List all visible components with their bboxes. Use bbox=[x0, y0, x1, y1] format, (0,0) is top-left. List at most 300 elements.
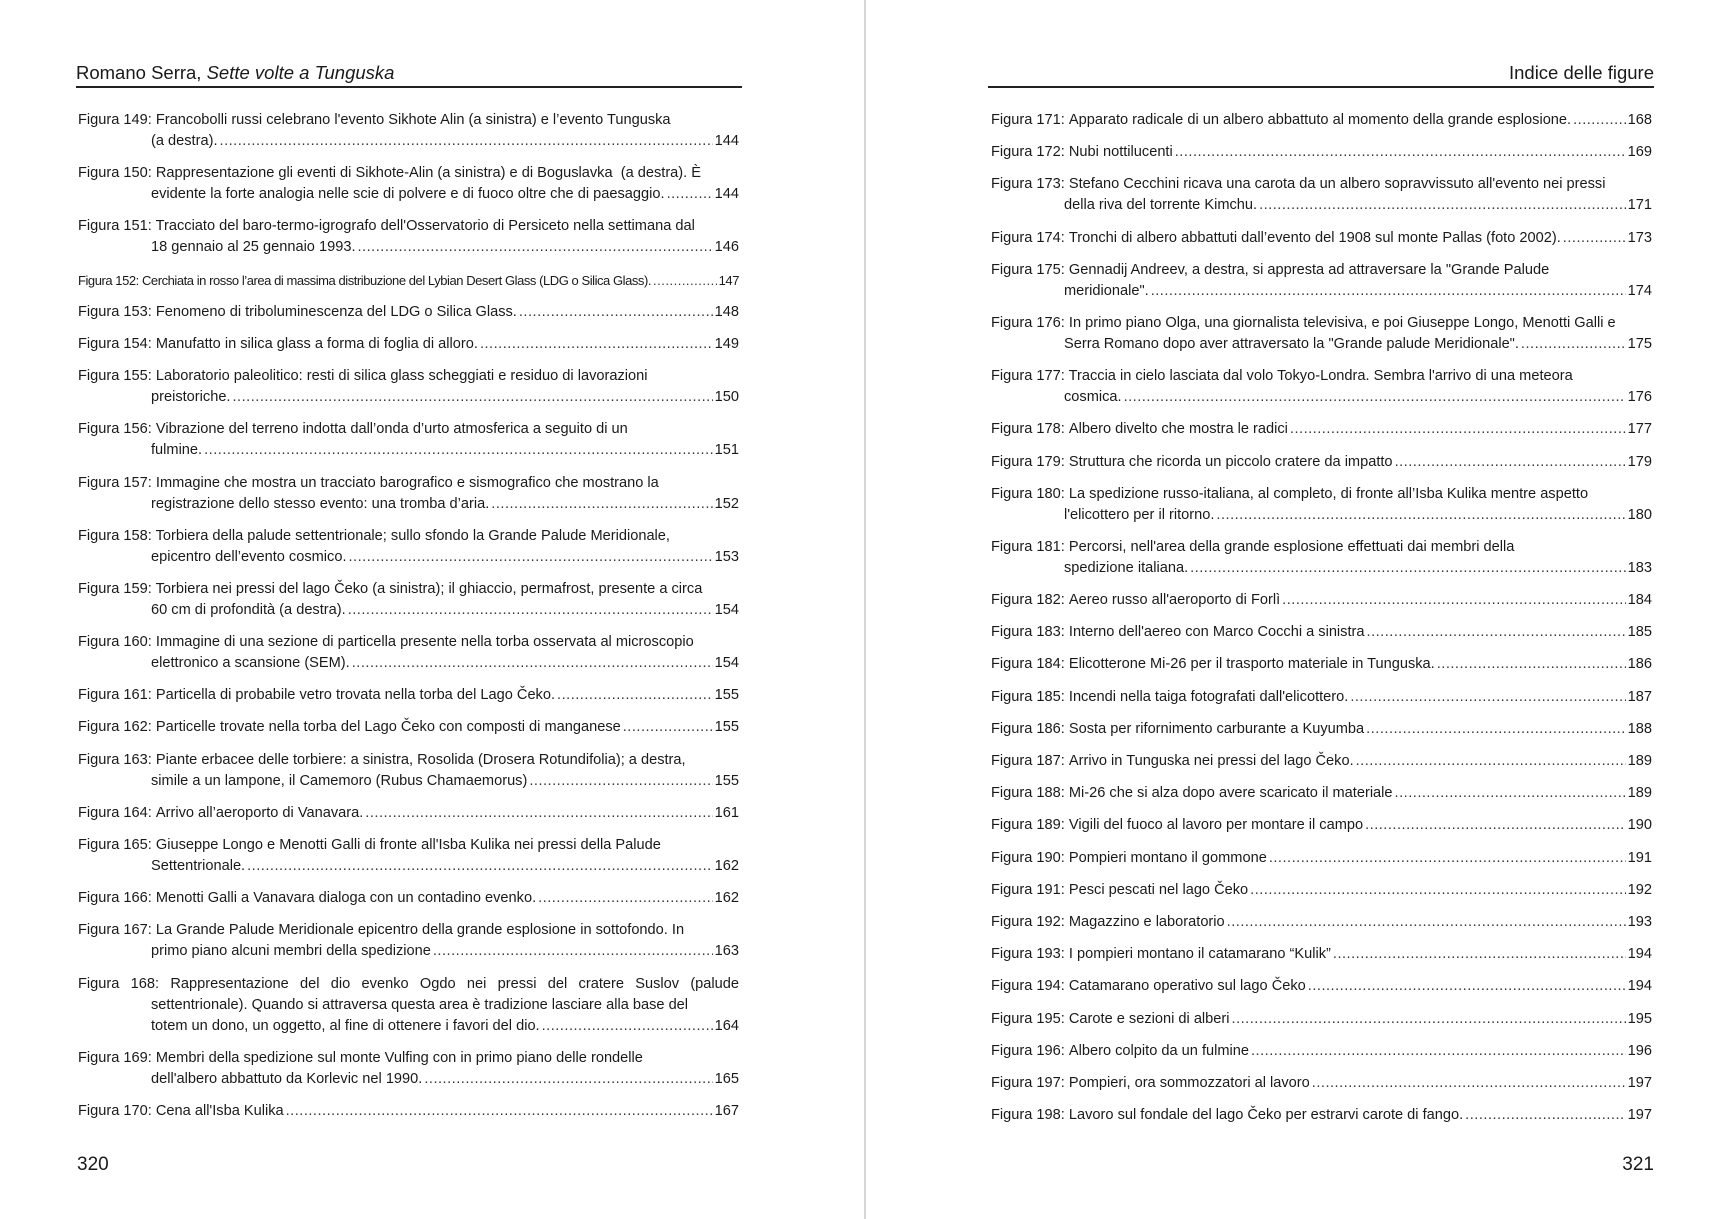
figure-label: Figura 158: bbox=[78, 527, 152, 544]
figure-label: Figura 184: bbox=[991, 656, 1065, 673]
figure-label: Figura 163: bbox=[78, 751, 152, 768]
dot-leader bbox=[204, 440, 713, 461]
figure-label: Figura 160: bbox=[78, 634, 152, 651]
dot-leader bbox=[433, 941, 713, 962]
figure-page-number: 184 bbox=[1627, 592, 1652, 609]
dot-leader bbox=[557, 685, 713, 706]
dot-leader bbox=[286, 1101, 713, 1122]
figure-page-number: 154 bbox=[714, 601, 739, 618]
figure-label: Figura 149: bbox=[78, 112, 152, 128]
dot-leader bbox=[480, 334, 713, 355]
figure-label: Figura 183: bbox=[991, 624, 1065, 641]
dot-leader bbox=[542, 1016, 713, 1037]
figure-label: Figura 197: bbox=[991, 1074, 1065, 1091]
figure-entry bbox=[991, 719, 1652, 740]
figure-caption-text: Laboratorio paleolitico: resti di silica glass scheggiati e residuo di lavorazioni bbox=[155, 368, 648, 385]
figure-page-number: 186 bbox=[1627, 656, 1652, 673]
dot-leader bbox=[1350, 687, 1625, 708]
figure-caption-text: Catamarano operativo sul lago Čeko bbox=[1068, 978, 1306, 995]
figure-caption-line bbox=[991, 719, 1652, 740]
figure-caption-line bbox=[991, 419, 1652, 440]
figure-label: Figura 156: bbox=[78, 421, 152, 438]
figure-caption-last-line bbox=[151, 856, 739, 877]
dot-leader bbox=[1175, 142, 1626, 163]
figure-caption-last-line bbox=[151, 131, 739, 152]
dot-leader bbox=[233, 387, 713, 408]
figure-caption-text: Sosta per rifornimento carburante a Kuyumba bbox=[1068, 720, 1365, 737]
figure-label: Figura 164: bbox=[78, 804, 152, 821]
figure-caption-line bbox=[991, 751, 1652, 772]
figure-page-number: 197 bbox=[1627, 1107, 1652, 1124]
figure-caption-text: cosmica. bbox=[1064, 389, 1122, 406]
figure-entry bbox=[991, 622, 1652, 643]
figure-entry bbox=[991, 452, 1652, 473]
dot-leader bbox=[365, 803, 712, 824]
page-number-right: 321 bbox=[1622, 1154, 1654, 1175]
figure-caption-text: Pesci pescati nel lago Čeko bbox=[1068, 881, 1249, 898]
figure-caption-text: Membri della spedizione sul monte Vulfing con in primo piano delle rondelle bbox=[155, 1049, 643, 1066]
header-section-title: Indice delle figure bbox=[1508, 62, 1654, 83]
figure-page-number: 176 bbox=[1627, 389, 1652, 406]
figure-caption-text: Gennadij Andreev, a destra, si appresta ad attraversare la "Grande Palude bbox=[1068, 261, 1550, 278]
figure-page-number: 180 bbox=[1627, 506, 1652, 523]
figure-label: Figura 187: bbox=[991, 753, 1065, 769]
figure-caption-text: Pompieri, ora sommozzatori al lavoro bbox=[1068, 1074, 1310, 1091]
figure-caption-line bbox=[991, 1073, 1652, 1094]
figure-label: Figura 162: bbox=[78, 719, 152, 736]
figure-label: Figura 196: bbox=[991, 1042, 1065, 1059]
figure-caption-text: Particelle trovate nella torba del Lago Čeko con composti di manganese bbox=[155, 719, 621, 736]
figure-caption-line bbox=[991, 110, 1652, 131]
figure-label: Figura 198: bbox=[991, 1107, 1065, 1124]
figure-label: Figura 182: bbox=[991, 592, 1065, 609]
figure-entry bbox=[78, 920, 739, 962]
figure-page-number: 144 bbox=[714, 186, 739, 203]
figure-label: Figura 168: bbox=[78, 975, 160, 992]
figure-caption-last-line bbox=[151, 1069, 739, 1090]
figure-label: Figura 180: bbox=[991, 485, 1065, 502]
figure-caption-text: (a destra). bbox=[151, 133, 218, 149]
figure-caption-text: Incendi nella taiga fotografati dall'elicottero. bbox=[1068, 688, 1349, 705]
figure-page-number: 164 bbox=[714, 1017, 739, 1034]
figure-page-number: 175 bbox=[1627, 335, 1652, 352]
header-author: Romano Serra, bbox=[76, 62, 202, 83]
figure-caption-text: Tronchi di albero abbattuti dall’evento del 1908 sul monte Pallas (foto 2002). bbox=[1068, 229, 1561, 246]
figure-label: Figura 159: bbox=[78, 580, 152, 597]
figure-entry bbox=[78, 216, 739, 258]
figure-caption-line bbox=[78, 803, 739, 824]
figure-caption-last-line bbox=[151, 1016, 739, 1037]
figure-page-number: 190 bbox=[1627, 817, 1652, 834]
figure-caption-text: Francobolli russi celebrano l'evento Sikhote Alin (a sinistra) e l’evento Tunguska bbox=[155, 112, 671, 128]
dot-leader bbox=[519, 302, 713, 323]
figure-caption-text: Tracciato del baro-termo-igrografo dell'Osservatorio di Persiceto nella settimana dal bbox=[155, 218, 695, 235]
figure-caption-line bbox=[78, 685, 739, 706]
figure-caption-line bbox=[78, 270, 739, 291]
dot-leader bbox=[1367, 622, 1626, 643]
figure-label: Figura 189: bbox=[991, 817, 1065, 834]
dot-leader bbox=[653, 270, 717, 291]
figure-entry bbox=[991, 880, 1652, 901]
running-header-left bbox=[76, 60, 742, 88]
figure-page-number: 194 bbox=[1627, 946, 1652, 963]
figure-caption-line bbox=[991, 622, 1652, 643]
figure-page-number: 147 bbox=[718, 272, 739, 288]
figure-caption-text: Immagine che mostra un tracciato barografico e sismografico che mostrano la bbox=[155, 474, 659, 491]
figure-label: Figura 150: bbox=[78, 165, 152, 182]
figure-caption-line bbox=[991, 1105, 1652, 1126]
dot-leader bbox=[1290, 419, 1626, 440]
figure-entry bbox=[78, 163, 739, 205]
figure-caption-text: Fenomeno di triboluminescenza del LDG o Silica Glass. bbox=[155, 303, 517, 320]
figure-entry bbox=[991, 110, 1652, 131]
figure-caption-text: Cena all'Isba Kulika bbox=[155, 1102, 284, 1119]
figure-entry bbox=[78, 1048, 739, 1090]
dot-leader bbox=[1395, 452, 1626, 473]
dot-leader bbox=[1437, 654, 1626, 675]
figure-label: Figura 152: bbox=[78, 272, 139, 288]
figure-label: Figura 165: bbox=[78, 837, 152, 853]
figure-entry bbox=[78, 579, 739, 621]
figure-caption-text: Rappresentazione gli eventi di Sikhote-Alin (a sinistra) e di Boguslavka (a destra). È bbox=[155, 165, 701, 182]
figure-label: Figura 178: bbox=[991, 421, 1065, 438]
figure-caption-text: Piante erbacee delle torbiere: a sinistra, Rosolida (Drosera Rotundifolia); a destra, bbox=[155, 751, 686, 768]
dot-leader bbox=[1563, 228, 1626, 249]
figure-label: Figura 188: bbox=[991, 785, 1065, 802]
figure-label: Figura 166: bbox=[78, 890, 152, 907]
figure-caption-text: Particella di probabile vetro trovata nella torba del Lago Čeko. bbox=[155, 687, 556, 704]
figure-entry bbox=[991, 174, 1652, 216]
figure-caption-last-line bbox=[151, 653, 739, 674]
figure-caption-text: l'elicottero per il ritorno. bbox=[1064, 506, 1215, 523]
dot-leader bbox=[1216, 505, 1625, 526]
figure-caption-line bbox=[78, 888, 739, 909]
figure-label: Figura 179: bbox=[991, 453, 1065, 470]
figure-page-number: 183 bbox=[1627, 559, 1652, 576]
figure-caption-last-line bbox=[151, 600, 739, 621]
figure-caption-line bbox=[991, 687, 1652, 708]
figure-page-number: 192 bbox=[1627, 881, 1652, 898]
figure-page-number: 154 bbox=[714, 655, 739, 672]
dot-leader bbox=[1227, 912, 1626, 933]
figure-caption-line bbox=[991, 590, 1652, 611]
figure-caption-text: Mi-26 che si alza dopo avere scaricato il materiale bbox=[1068, 785, 1393, 802]
figure-caption-line bbox=[991, 1009, 1652, 1030]
figure-caption-text: Giuseppe Longo e Menotti Galli di fronte all'Isba Kulika nei pressi della Palude bbox=[155, 837, 661, 853]
dot-leader bbox=[1573, 110, 1626, 131]
figure-page-number: 155 bbox=[714, 772, 739, 789]
figure-entry bbox=[78, 1101, 739, 1122]
figure-entry bbox=[991, 1041, 1652, 1062]
figure-page-number: 165 bbox=[714, 1070, 739, 1087]
figure-caption-line bbox=[991, 912, 1652, 933]
figure-entry bbox=[991, 260, 1652, 302]
figure-caption-text: Carote e sezioni di alberi bbox=[1068, 1010, 1230, 1027]
dot-leader bbox=[220, 131, 713, 152]
figure-caption-text: dell'albero abbattuto da Korlevic nel 1990. bbox=[151, 1070, 423, 1087]
figure-page-number: 161 bbox=[714, 804, 739, 821]
figure-page-number: 195 bbox=[1627, 1010, 1652, 1027]
figure-label: Figura 167: bbox=[78, 922, 152, 939]
figure-entry bbox=[78, 974, 744, 1037]
figure-entry bbox=[78, 473, 739, 515]
figure-label: Figura 193: bbox=[991, 946, 1065, 963]
figure-label: Figura 176: bbox=[991, 314, 1065, 331]
figure-caption-text: Albero colpito da un fulmine bbox=[1068, 1042, 1249, 1059]
dot-leader bbox=[1190, 558, 1626, 579]
figure-caption-text: totem un dono, un oggetto, al fine di ottenere i favori del dio. bbox=[151, 1017, 540, 1034]
figure-label: Figura 161: bbox=[78, 687, 152, 704]
figure-label: Figura 151: bbox=[78, 218, 152, 235]
figure-label: Figura 175: bbox=[991, 261, 1065, 278]
figure-page-number: 179 bbox=[1627, 453, 1652, 470]
figure-entry bbox=[78, 270, 739, 291]
figure-label: Figura 170: bbox=[78, 1102, 152, 1119]
figure-caption-line bbox=[78, 1101, 739, 1122]
figure-caption-text: Torbiera nei pressi del lago Čeko (a sinistra); il ghiaccio, permafrost, presente a circa bbox=[155, 580, 703, 597]
figure-page-number: 155 bbox=[714, 719, 739, 736]
figure-caption-last-line bbox=[1064, 558, 1652, 579]
figure-page-number: 169 bbox=[1627, 144, 1652, 161]
figure-caption-line bbox=[991, 880, 1652, 901]
figure-label: Figura 194: bbox=[991, 978, 1065, 995]
figure-entry bbox=[991, 848, 1652, 869]
dot-leader bbox=[1259, 195, 1626, 216]
figure-caption-line bbox=[78, 717, 739, 738]
figure-caption-text: Magazzino e laboratorio bbox=[1068, 913, 1225, 930]
figure-entry bbox=[78, 750, 739, 792]
figure-caption-line bbox=[991, 1041, 1652, 1062]
figure-label: Figura 154: bbox=[78, 335, 152, 352]
figure-entry bbox=[78, 888, 739, 909]
figure-caption-text: evidente la forte analogia nelle scie di polvere e di fuoco oltre che di paesaggio. bbox=[151, 186, 665, 203]
figure-label: Figura 173: bbox=[991, 176, 1065, 193]
figure-entry bbox=[78, 717, 739, 738]
figure-label: Figura 186: bbox=[991, 720, 1065, 737]
figure-caption-text: I pompieri montano il catamarano “Kulik” bbox=[1068, 946, 1331, 963]
dot-leader bbox=[1395, 783, 1626, 804]
figure-label: Figura 195: bbox=[991, 1010, 1065, 1027]
figure-label: Figura 174: bbox=[991, 229, 1065, 246]
figure-caption-text: Traccia in cielo lasciata dal volo Tokyo-Londra. Sembra l'arrivo di una meteora bbox=[1068, 368, 1573, 385]
figure-page-number: 152 bbox=[714, 495, 739, 512]
figure-caption-last-line bbox=[1064, 387, 1652, 408]
dot-leader bbox=[1232, 1009, 1626, 1030]
figure-entry bbox=[991, 366, 1652, 408]
figure-page-number: 168 bbox=[1627, 112, 1652, 128]
figure-caption-text: Vigili del fuoco al lavoro per montare il campo bbox=[1068, 817, 1364, 834]
figure-page-number: 185 bbox=[1627, 624, 1652, 641]
figure-caption-text: Pompieri montano il gommone bbox=[1068, 849, 1267, 866]
figure-caption-line bbox=[991, 142, 1652, 163]
figure-page-number: 151 bbox=[714, 442, 739, 459]
dot-leader bbox=[529, 771, 712, 792]
figure-index-list-left bbox=[78, 110, 744, 1133]
figure-caption-text: Nubi nottilucenti bbox=[1068, 144, 1173, 161]
figure-caption-last-line bbox=[1064, 334, 1652, 355]
dot-leader bbox=[1269, 848, 1626, 869]
figure-page-number: 188 bbox=[1627, 720, 1652, 737]
figure-caption-last-line bbox=[1064, 505, 1652, 526]
figure-page-number: 144 bbox=[714, 133, 739, 149]
figure-page-number: 146 bbox=[714, 239, 739, 256]
figure-label: Figura 185: bbox=[991, 688, 1065, 705]
figure-caption-text: fulmine. bbox=[151, 442, 203, 459]
figure-entry bbox=[78, 835, 739, 877]
figure-entry bbox=[991, 590, 1652, 611]
figure-page-number: 150 bbox=[714, 389, 739, 406]
dot-leader bbox=[1308, 976, 1626, 997]
figure-caption-text: Aereo russo all'aeroporto di Forlì bbox=[1068, 592, 1281, 609]
dot-leader bbox=[1250, 880, 1625, 901]
figure-entry bbox=[78, 685, 739, 706]
figure-page-number: 171 bbox=[1627, 197, 1652, 214]
dot-leader bbox=[352, 653, 713, 674]
dot-leader bbox=[491, 494, 712, 515]
figure-caption-text: Percorsi, nell'area della grande esplosione effettuati dai membri della bbox=[1068, 538, 1515, 555]
figure-caption-text: Apparato radicale di un albero abbattuto al momento della grande esplosione. bbox=[1068, 112, 1572, 128]
dot-leader bbox=[424, 1069, 712, 1090]
figure-caption-text: Rappresentazione del dio evenko Ogdo nei pressi del cratere Suslov (palude settentrionale). Quando si attraversa questa area è tradizione lasciare alla base del bbox=[151, 975, 744, 1013]
figure-page-number: 174 bbox=[1627, 282, 1652, 299]
figure-entry bbox=[78, 334, 739, 355]
figure-caption-text: Elicotterone Mi-26 per il trasporto materiale in Tunguska. bbox=[1068, 656, 1435, 673]
figure-entry bbox=[991, 815, 1652, 836]
figure-caption-text: La spedizione russo-italiana, al completo, di fronte all’Isba Kulika mentre aspetto bbox=[1068, 485, 1589, 502]
figure-entry bbox=[991, 313, 1652, 355]
figure-caption-text: registrazione dello stesso evento: una tromba d’aria. bbox=[151, 495, 490, 512]
figure-page-number: 194 bbox=[1627, 978, 1652, 995]
figure-page-number: 189 bbox=[1627, 785, 1652, 802]
figure-page-number: 189 bbox=[1627, 753, 1652, 769]
figure-entry bbox=[991, 912, 1652, 933]
dot-leader bbox=[1124, 387, 1626, 408]
figure-label: Figura 177: bbox=[991, 368, 1065, 385]
figure-label: Figura 192: bbox=[991, 913, 1065, 930]
dot-leader bbox=[1151, 281, 1626, 302]
figure-caption-line bbox=[991, 654, 1652, 675]
figure-entry bbox=[78, 632, 739, 674]
figure-caption-last-line bbox=[151, 771, 739, 792]
figure-page-number: 197 bbox=[1627, 1074, 1652, 1091]
figure-page-number: 163 bbox=[714, 943, 739, 960]
figure-entry bbox=[78, 110, 739, 152]
figure-caption-text: simile a un lampone, il Camemoro (Rubus Chamaemorus) bbox=[151, 772, 528, 789]
figure-entry bbox=[991, 976, 1652, 997]
figure-entry bbox=[78, 803, 739, 824]
figure-caption-text: 18 gennaio al 25 gennaio 1993. bbox=[151, 239, 356, 256]
figure-page-number: 149 bbox=[714, 335, 739, 352]
dot-leader bbox=[358, 237, 713, 258]
figure-label: Figura 191: bbox=[991, 881, 1065, 898]
figure-entry bbox=[991, 537, 1652, 579]
running-header-right bbox=[988, 60, 1654, 88]
figure-caption-text: meridionale". bbox=[1064, 282, 1149, 299]
figure-entry bbox=[991, 1105, 1652, 1126]
figure-page-number: 193 bbox=[1627, 913, 1652, 930]
figure-label: Figura 171: bbox=[991, 112, 1065, 128]
page-number-left: 320 bbox=[77, 1154, 109, 1175]
figure-caption-text: Arrivo in Tunguska nei pressi del lago Čeko. bbox=[1068, 753, 1354, 769]
figure-page-number: 148 bbox=[714, 303, 739, 320]
figure-caption-text: epicentro dell’evento cosmico. bbox=[151, 548, 347, 565]
dot-leader bbox=[348, 600, 713, 621]
figure-caption-text: In primo piano Olga, una giornalista televisiva, e poi Giuseppe Longo, Menotti Galli e bbox=[1068, 314, 1616, 331]
dot-leader bbox=[1312, 1073, 1626, 1094]
figure-entry bbox=[991, 142, 1652, 163]
figure-caption-text: Torbiera della palude settentrionale; sullo sfondo la Grande Palude Meridionale, bbox=[155, 527, 670, 544]
figure-caption-text: Albero divelto che mostra le radici bbox=[1068, 421, 1288, 438]
figure-caption-line bbox=[991, 848, 1652, 869]
dot-leader bbox=[623, 717, 713, 738]
figure-entry bbox=[991, 783, 1652, 804]
figure-entry bbox=[991, 654, 1652, 675]
figure-entry bbox=[78, 302, 739, 323]
figure-label: Figura 155: bbox=[78, 368, 152, 385]
figure-caption-last-line bbox=[151, 941, 739, 962]
figure-caption-text: Serra Romano dopo aver attraversato la "Grande palude Meridionale". bbox=[1064, 335, 1519, 352]
figure-entry bbox=[991, 484, 1652, 526]
figure-page-number: 187 bbox=[1627, 688, 1652, 705]
header-book-title: Sette volte a Tunguska bbox=[206, 62, 395, 83]
figure-caption-last-line bbox=[1064, 195, 1652, 216]
figure-page-number: 196 bbox=[1627, 1042, 1652, 1059]
figure-label: Figura 169: bbox=[78, 1049, 152, 1066]
right-page bbox=[866, 0, 1727, 1219]
figure-entry bbox=[991, 944, 1652, 965]
figure-caption-line bbox=[78, 302, 739, 323]
figure-caption-text: primo piano alcuni membri della spedizione bbox=[151, 943, 431, 960]
figure-caption-last-line bbox=[151, 237, 739, 258]
dot-leader bbox=[1356, 751, 1626, 772]
figure-entry bbox=[991, 419, 1652, 440]
figure-caption-last-line bbox=[1064, 281, 1652, 302]
figure-caption-text: della riva del torrente Kimchu. bbox=[1064, 197, 1258, 214]
dot-leader bbox=[1333, 944, 1626, 965]
figure-index-list-right bbox=[991, 110, 1652, 1137]
figure-page-number: 167 bbox=[714, 1102, 739, 1119]
figure-caption-text: Interno dell'aereo con Marco Cocchi a sinistra bbox=[1068, 624, 1365, 641]
figure-caption-text: elettronico a scansione (SEM). bbox=[151, 655, 350, 672]
dot-leader bbox=[1366, 719, 1625, 740]
figure-caption-text: La Grande Palude Meridionale epicentro della grande esplosione in sottofondo. In bbox=[155, 922, 685, 939]
dot-leader bbox=[538, 888, 713, 909]
dot-leader bbox=[1521, 334, 1626, 355]
figure-caption-text: Settentrionale. bbox=[151, 858, 246, 874]
figure-entry bbox=[991, 1009, 1652, 1030]
figure-caption-last-line bbox=[151, 184, 739, 205]
figure-caption-last-line bbox=[151, 547, 739, 568]
figure-caption-text: 60 cm di profondità (a destra). bbox=[151, 601, 346, 618]
figure-caption-text: Manufatto in silica glass a forma di foglia di alloro. bbox=[155, 335, 478, 352]
figure-entry bbox=[991, 228, 1652, 249]
figure-page-number: 155 bbox=[714, 687, 739, 704]
figure-caption-text: Cerchiata in rosso l’area di massima distribuzione del Lybian Desert Glass (LDG o Silica Glass). bbox=[141, 272, 652, 288]
figure-caption-line bbox=[991, 228, 1652, 249]
dot-leader bbox=[1251, 1041, 1626, 1062]
figure-caption-line bbox=[78, 334, 739, 355]
dot-leader bbox=[1282, 590, 1625, 611]
figure-caption-text: preistoriche. bbox=[151, 389, 231, 406]
dot-leader bbox=[667, 184, 713, 205]
figure-label: Figura 153: bbox=[78, 303, 152, 320]
figure-label: Figura 157: bbox=[78, 474, 152, 491]
dot-leader bbox=[1365, 815, 1626, 836]
figure-caption-text: Vibrazione del terreno indotta dall’onda d’urto atmosferica a seguito di un bbox=[155, 421, 628, 438]
dot-leader bbox=[247, 856, 713, 877]
figure-caption-last-line bbox=[151, 387, 739, 408]
figure-caption-line bbox=[991, 944, 1652, 965]
